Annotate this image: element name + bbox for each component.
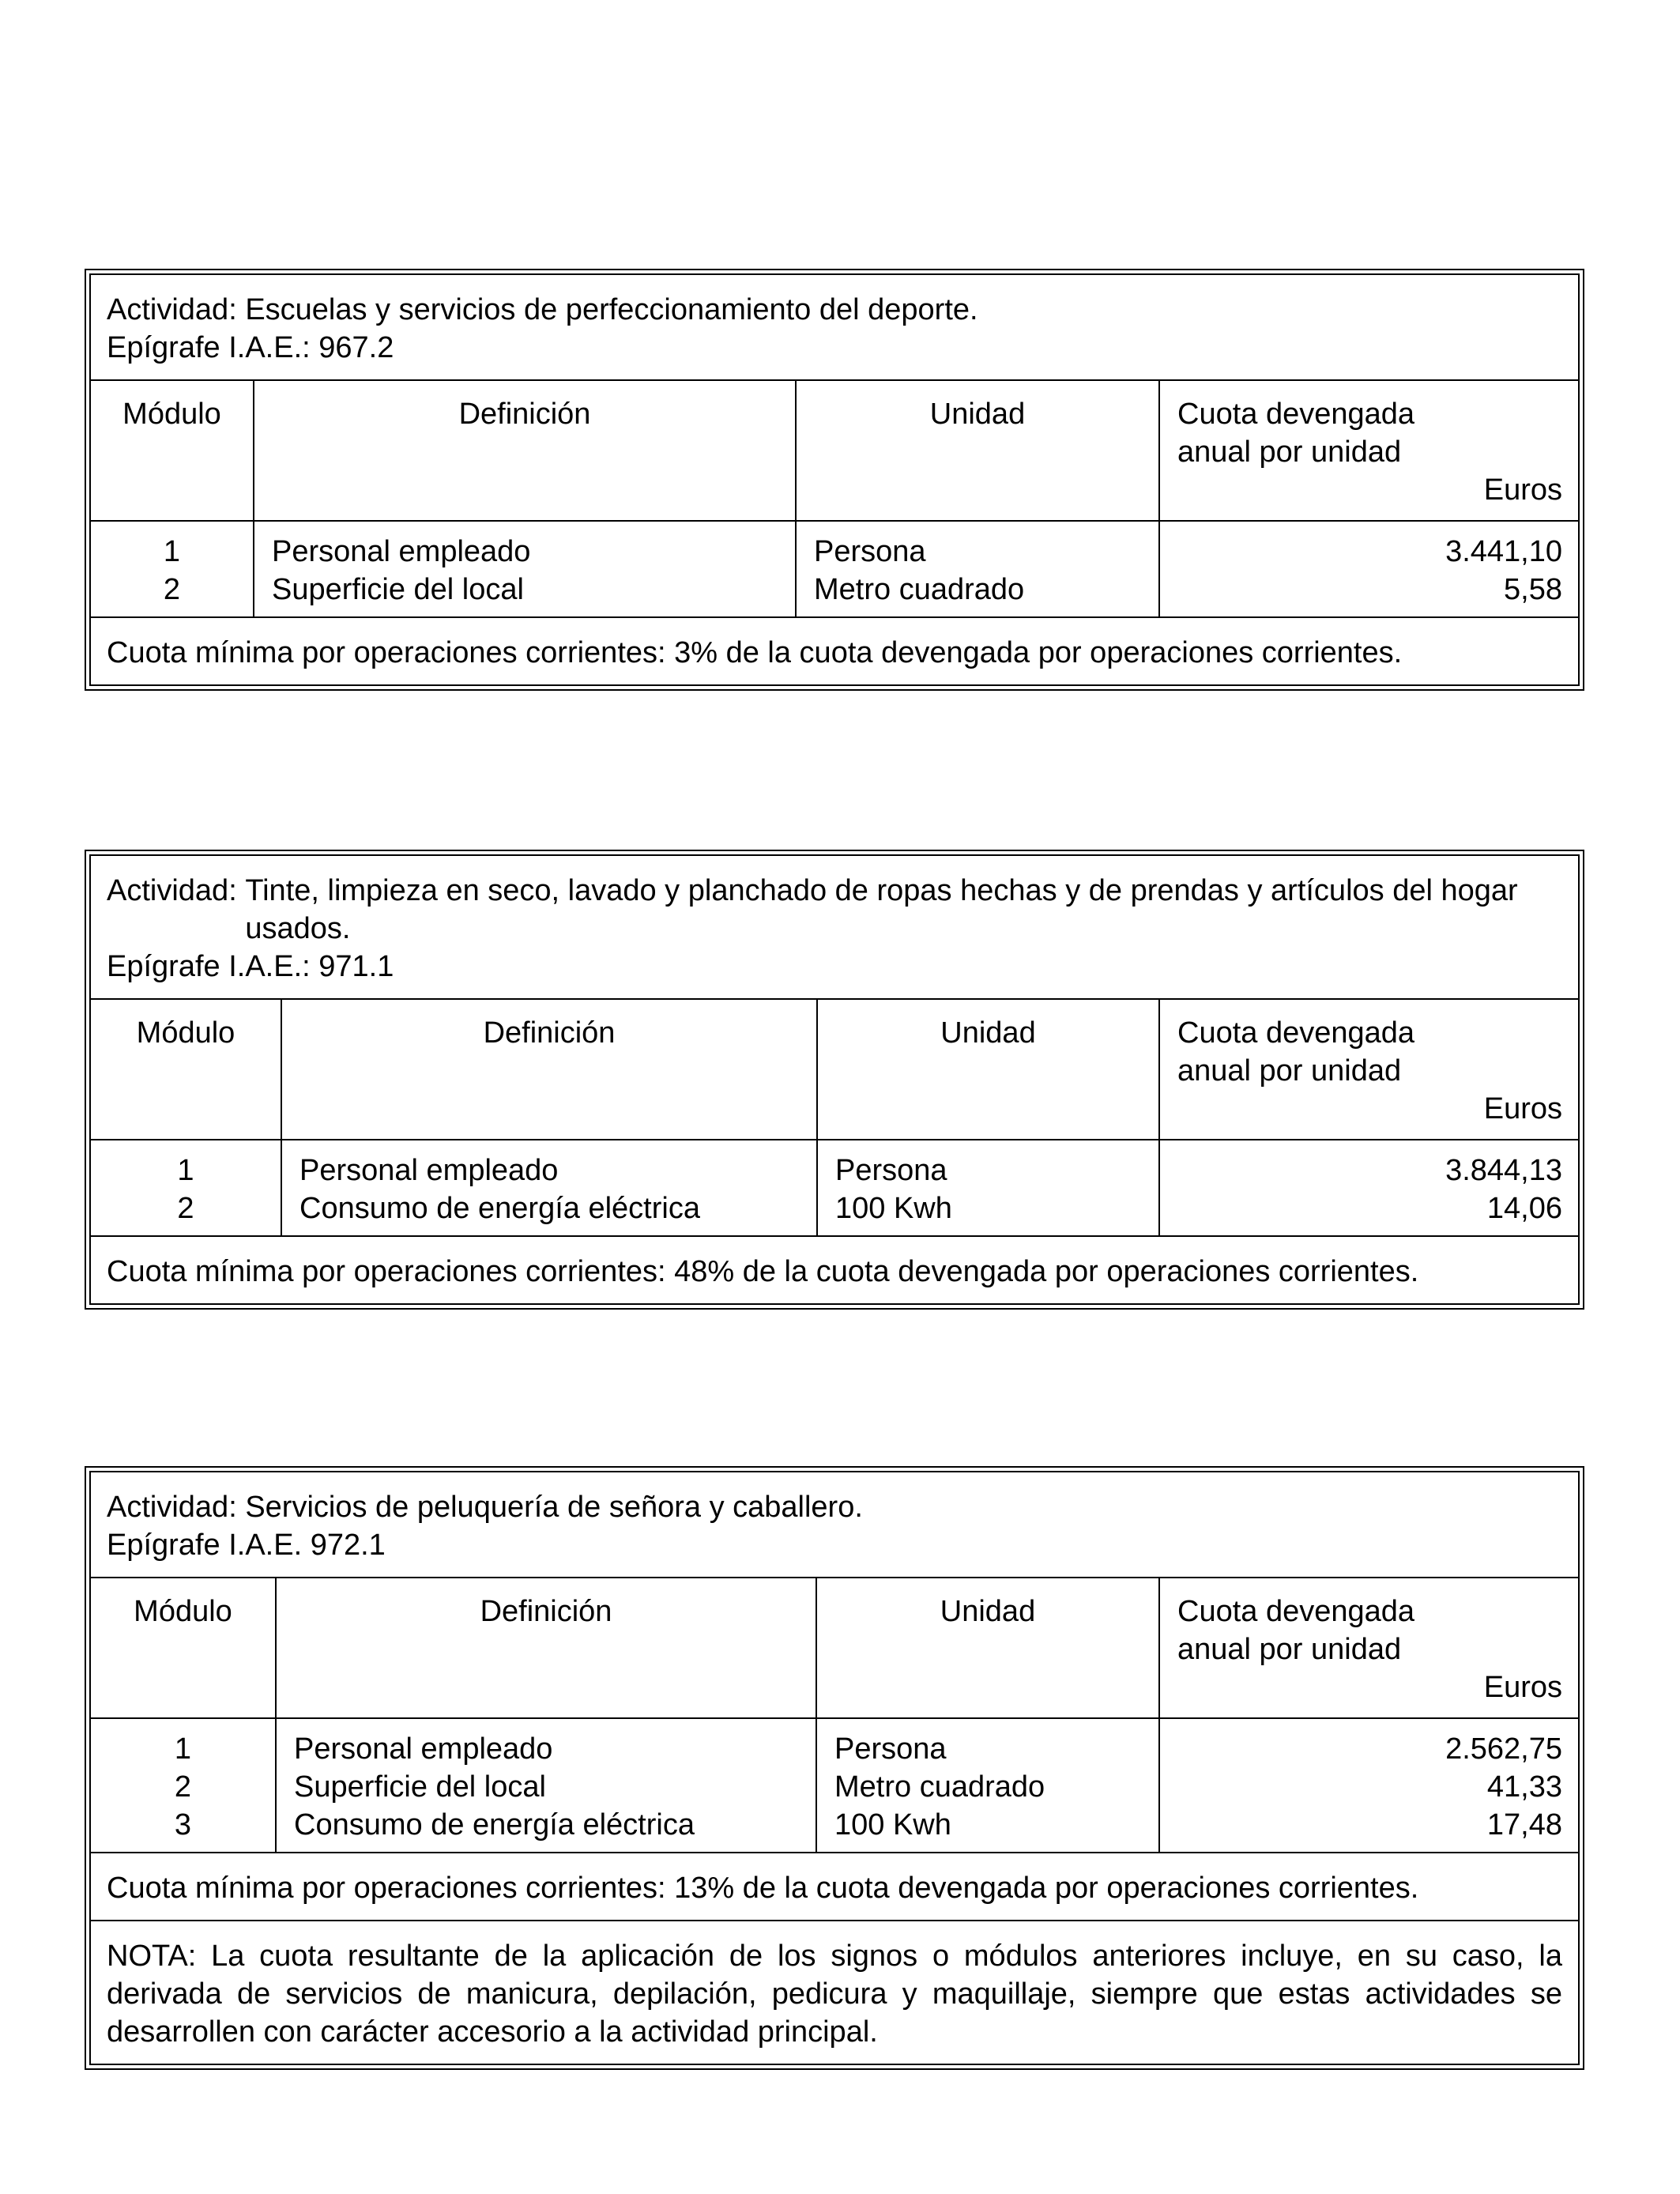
table-row-modulo: 3 [174, 1808, 192, 1842]
table-row-cuota: 17,48 [1486, 1808, 1562, 1842]
table-row-cuota: 3.844,13 [1445, 1154, 1562, 1187]
column-definicion [254, 522, 797, 616]
table-row-cuota: 2.562,75 [1445, 1732, 1562, 1766]
header-cuota [1160, 1000, 1578, 1139]
header-unidad: Unidad [817, 1578, 1160, 1717]
column-headers [91, 381, 1578, 522]
table-row-unidad: Persona [834, 1732, 947, 1766]
column-headers [91, 1000, 1578, 1140]
table-row-definicion: Personal empleado [272, 535, 531, 568]
table-row-modulo: 1 [163, 535, 181, 568]
header-definicion: Definición [282, 1000, 818, 1139]
actividad-header [91, 1472, 1578, 1578]
actividad-line [107, 1488, 1562, 1526]
table-inner-frame [89, 273, 1580, 686]
column-unidad [818, 1140, 1160, 1235]
header-cuota-line2: anual por unidad [1177, 435, 1402, 469]
table-row-definicion: Consumo de energía eléctrica [294, 1808, 695, 1842]
epigrafe: Epígrafe I.A.E.: 967.2 [107, 331, 394, 364]
header-definicion: Definición [254, 381, 797, 520]
table-row-cuota: 3.441,10 [1445, 535, 1562, 568]
header-modulo: Módulo [91, 381, 254, 520]
column-cuota [1160, 1719, 1578, 1852]
actividad-text: Servicios de peluquería de señora y caballero. [245, 1491, 863, 1524]
header-modulo: Módulo [91, 1000, 282, 1139]
cuota-minima: Cuota mínima por operaciones corrientes: 3% de la cuota devengada por operaciones corrientes. [107, 636, 1403, 669]
header-cuota-line1: Cuota devengada [1177, 1595, 1415, 1628]
header-cuota-line2: anual por unidad [1177, 1054, 1402, 1088]
table-row-modulo: 1 [174, 1732, 192, 1766]
actividad-text: Tinte, limpieza en seco, lavado y planchado de ropas hechas y de prendas y artículos del hogar usados. [245, 874, 1518, 945]
table-actividad-971-1 [85, 850, 1584, 1310]
actividad-header [91, 856, 1578, 1000]
actividad-label: Actividad: [107, 1491, 246, 1524]
column-modulo [91, 522, 254, 616]
data-rows [91, 1140, 1578, 1237]
header-cuota-currency: Euros [1483, 1671, 1562, 1704]
header-unidad: Unidad [818, 1000, 1160, 1139]
table-row-modulo: 1 [177, 1154, 194, 1187]
header-cuota-currency: Euros [1483, 473, 1562, 507]
cuota-minima: Cuota mínima por operaciones corrientes: 48% de la cuota devengada por operaciones corrientes. [107, 1255, 1419, 1288]
table-actividad-972-1 [85, 1466, 1584, 2070]
column-unidad [797, 522, 1160, 616]
table-row-unidad: Metro cuadrado [834, 1770, 1045, 1804]
table-row-modulo: 2 [174, 1770, 192, 1804]
column-cuota [1160, 1140, 1578, 1235]
actividad-line [107, 872, 1562, 948]
table-row-definicion: Consumo de energía eléctrica [299, 1192, 700, 1225]
table-row-unidad: Persona [835, 1154, 947, 1187]
table-inner-frame [89, 854, 1580, 1305]
column-headers [91, 1578, 1578, 1719]
actividad-label: Actividad: [107, 874, 246, 907]
table-row-cuota: 14,06 [1486, 1192, 1562, 1225]
table-row-definicion: Personal empleado [294, 1732, 553, 1766]
epigrafe: Epígrafe I.A.E.: 971.1 [107, 950, 394, 983]
column-definicion [277, 1719, 817, 1852]
header-cuota-line1: Cuota devengada [1177, 398, 1415, 431]
nota: NOTA: La cuota resultante de la aplicación de los signos o módulos anteriores incluye, en su caso, la derivada de servicios de manicura, depilación, pedicura y maquillaje, siempre que estas actividades se desarrollen con carácter accesorio a la actividad principal. [107, 1940, 1562, 2049]
data-rows [91, 522, 1578, 618]
table-row-unidad: 100 Kwh [835, 1192, 952, 1225]
header-definicion: Definición [277, 1578, 817, 1717]
table-row-cuota: 41,33 [1486, 1770, 1562, 1804]
header-cuota-line2: anual por unidad [1177, 1633, 1402, 1666]
data-rows [91, 1719, 1578, 1853]
column-definicion [282, 1140, 818, 1235]
header-cuota [1160, 381, 1578, 520]
table-row-definicion: Superficie del local [272, 573, 524, 606]
header-cuota-line1: Cuota devengada [1177, 1016, 1415, 1050]
table-row-definicion: Personal empleado [299, 1154, 559, 1187]
table-row-modulo: 2 [177, 1192, 194, 1225]
column-unidad [817, 1719, 1160, 1852]
column-modulo [91, 1719, 277, 1852]
column-modulo [91, 1140, 282, 1235]
table-row-unidad: Persona [814, 535, 926, 568]
table-row-definicion: Superficie del local [294, 1770, 546, 1804]
actividad-label: Actividad: [107, 293, 246, 326]
table-row-unidad: 100 Kwh [834, 1808, 951, 1842]
actividad-text: Escuelas y servicios de perfeccionamiento del deporte. [245, 293, 978, 326]
table-inner-frame [89, 1471, 1580, 2065]
column-cuota [1160, 522, 1578, 616]
table-actividad-967-2 [85, 269, 1584, 691]
table-row-unidad: Metro cuadrado [814, 573, 1025, 606]
epigrafe: Epígrafe I.A.E. 972.1 [107, 1529, 386, 1562]
header-cuota-currency: Euros [1483, 1092, 1562, 1125]
actividad-header [91, 275, 1578, 381]
header-cuota [1160, 1578, 1578, 1717]
table-row-modulo: 2 [163, 573, 181, 606]
table-row-cuota: 5,58 [1504, 573, 1562, 606]
header-unidad: Unidad [797, 381, 1160, 520]
cuota-minima: Cuota mínima por operaciones corrientes: 13% de la cuota devengada por operaciones corrientes. [91, 1853, 1578, 1921]
header-modulo: Módulo [91, 1578, 277, 1717]
actividad-line [107, 291, 1562, 329]
